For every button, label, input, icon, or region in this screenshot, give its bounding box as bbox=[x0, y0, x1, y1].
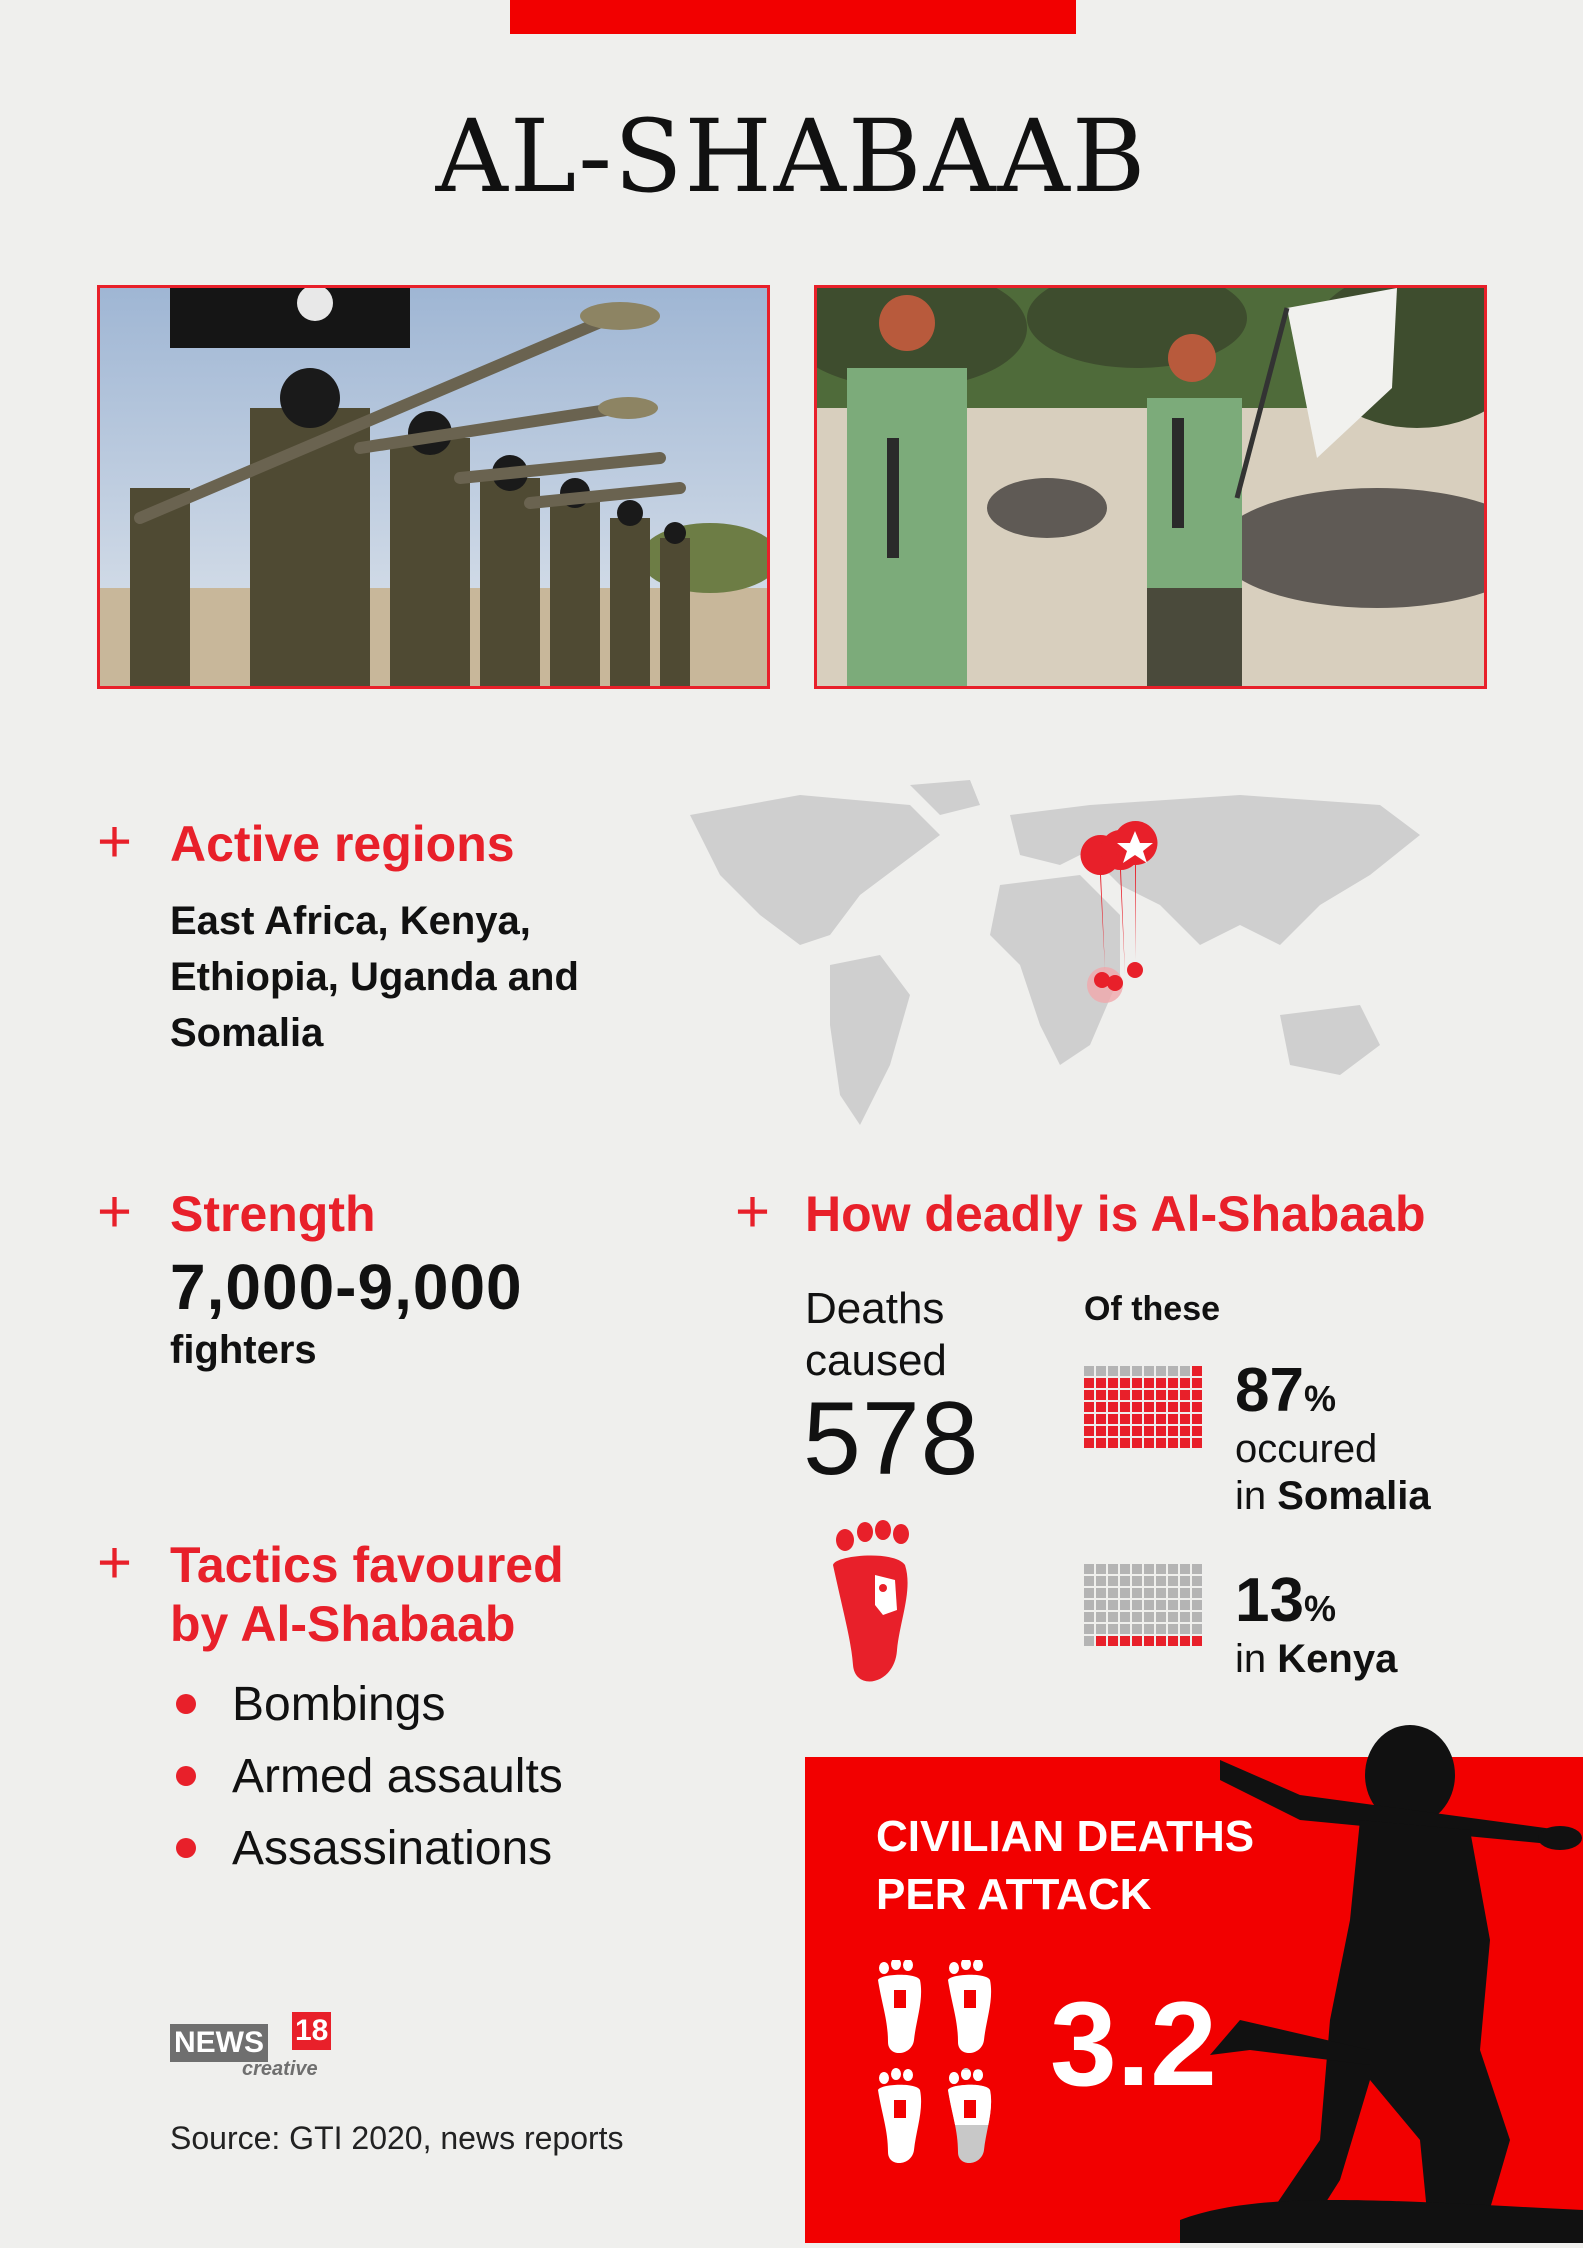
active-regions-heading: Active regions bbox=[170, 816, 515, 872]
waffle-kenya-cell bbox=[1108, 1612, 1118, 1622]
active-regions-text bbox=[170, 893, 579, 1061]
waffle-kenya-cell bbox=[1132, 1576, 1142, 1586]
waffle-kenya-cell bbox=[1180, 1612, 1190, 1622]
waffle-somalia-cell bbox=[1168, 1414, 1178, 1424]
waffle-kenya-cell bbox=[1120, 1576, 1130, 1586]
waffle-somalia-cell bbox=[1096, 1414, 1106, 1424]
waffle-kenya-cell bbox=[1120, 1612, 1130, 1622]
waffle-somalia-cell bbox=[1180, 1414, 1190, 1424]
waffle-kenya-cell bbox=[1192, 1588, 1202, 1598]
waffle-somalia-cell bbox=[1084, 1426, 1094, 1436]
waffle-kenya-cell bbox=[1096, 1612, 1106, 1622]
waffle-somalia-cell bbox=[1156, 1438, 1166, 1448]
waffle-somalia-cell bbox=[1120, 1390, 1130, 1400]
kenya-place: Kenya bbox=[1277, 1637, 1398, 1681]
top-accent-bar bbox=[510, 0, 1076, 34]
waffle-somalia-cell bbox=[1144, 1366, 1154, 1376]
waffle-kenya-cell bbox=[1144, 1624, 1154, 1634]
waffle-kenya-cell bbox=[1132, 1612, 1142, 1622]
active-regions-line-3: Somalia bbox=[170, 1011, 324, 1055]
waffle-somalia-cell bbox=[1180, 1378, 1190, 1388]
waffle-kenya-cell bbox=[1108, 1600, 1118, 1610]
tactics-item bbox=[170, 1812, 563, 1884]
photo-militants-with-rpgs bbox=[97, 285, 770, 689]
tactics-item-label: Assassinations bbox=[232, 1821, 553, 1875]
waffle-somalia-cell bbox=[1132, 1402, 1142, 1412]
kenya-percent-value: 13 bbox=[1235, 1566, 1304, 1635]
waffle-somalia-cell bbox=[1120, 1414, 1130, 1424]
waffle-somalia-cell bbox=[1120, 1366, 1130, 1376]
waffle-somalia-cell bbox=[1108, 1414, 1118, 1424]
waffle-kenya-cell bbox=[1168, 1612, 1178, 1622]
waffle-somalia-cell bbox=[1096, 1402, 1106, 1412]
news18-logo-main: NEWS bbox=[170, 2024, 268, 2062]
civilian-deaths-title bbox=[876, 1808, 1254, 1924]
waffle-somalia-cell bbox=[1168, 1426, 1178, 1436]
map-australia bbox=[1280, 1005, 1380, 1075]
waffle-kenya-cell bbox=[1156, 1612, 1166, 1622]
waffle-somalia-cell bbox=[1180, 1402, 1190, 1412]
waffle-kenya-cell bbox=[1156, 1624, 1166, 1634]
strength-unit: fighters bbox=[170, 1328, 317, 1372]
waffle-kenya-cell bbox=[1108, 1636, 1118, 1646]
waffle-somalia-cell bbox=[1168, 1390, 1178, 1400]
waffle-somalia-cell bbox=[1180, 1438, 1190, 1448]
tactics-plus-icon: + bbox=[97, 1529, 133, 1596]
waffle-somalia-cell bbox=[1144, 1426, 1154, 1436]
waffle-kenya-cell bbox=[1120, 1588, 1130, 1598]
waffle-somalia-cell bbox=[1192, 1402, 1202, 1412]
waffle-somalia-cell bbox=[1084, 1390, 1094, 1400]
map-north-america bbox=[690, 795, 940, 945]
waffle-kenya-cell bbox=[1180, 1636, 1190, 1646]
civilian-deaths-value: 3.2 bbox=[1050, 1977, 1217, 2111]
waffle-kenya-cell bbox=[1180, 1564, 1190, 1574]
waffle-somalia-cell bbox=[1192, 1378, 1202, 1388]
waffle-kenya-cell bbox=[1108, 1564, 1118, 1574]
waffle-kenya-cell bbox=[1168, 1576, 1178, 1586]
waffle-kenya-cell bbox=[1156, 1564, 1166, 1574]
waffle-somalia-cell bbox=[1120, 1402, 1130, 1412]
waffle-kenya-cell bbox=[1096, 1588, 1106, 1598]
waffle-somalia-cell bbox=[1108, 1378, 1118, 1388]
waffle-somalia-cell bbox=[1108, 1390, 1118, 1400]
waffle-somalia-cell bbox=[1096, 1426, 1106, 1436]
waffle-somalia-cell bbox=[1084, 1402, 1094, 1412]
waffle-somalia-cell bbox=[1156, 1402, 1166, 1412]
waffle-somalia-cell bbox=[1108, 1402, 1118, 1412]
kenya-text-prefix: in bbox=[1235, 1637, 1278, 1681]
waffle-kenya-cell bbox=[1108, 1588, 1118, 1598]
waffle-kenya-cell bbox=[1096, 1636, 1106, 1646]
tactics-item bbox=[170, 1740, 563, 1812]
waffle-kenya-cell bbox=[1096, 1600, 1106, 1610]
strength-value: 7,000-9,000 bbox=[170, 1251, 523, 1323]
waffle-kenya-cell bbox=[1144, 1576, 1154, 1586]
waffle-somalia-cell bbox=[1084, 1366, 1094, 1376]
waffle-kenya-cell bbox=[1132, 1600, 1142, 1610]
waffle-somalia-cell bbox=[1192, 1366, 1202, 1376]
waffle-kenya-cell bbox=[1168, 1636, 1178, 1646]
waffle-kenya-cell bbox=[1192, 1624, 1202, 1634]
waffle-somalia-cell bbox=[1168, 1438, 1178, 1448]
kenya-text bbox=[1235, 1636, 1397, 1683]
waffle-kenya-cell bbox=[1084, 1624, 1094, 1634]
waffle-somalia-cell bbox=[1180, 1366, 1190, 1376]
active-regions-line-2: Ethiopia, Uganda and bbox=[170, 955, 579, 999]
waffle-somalia bbox=[1084, 1366, 1202, 1448]
deaths-label-line-1: Deaths bbox=[805, 1284, 945, 1333]
waffle-kenya-cell bbox=[1156, 1576, 1166, 1586]
map-south-america bbox=[830, 955, 910, 1125]
waffle-somalia-cell bbox=[1156, 1414, 1166, 1424]
waffle-somalia-cell bbox=[1156, 1378, 1166, 1388]
kenya-stat bbox=[1235, 1565, 1397, 1683]
waffle-kenya-cell bbox=[1132, 1588, 1142, 1598]
waffle-somalia-cell bbox=[1168, 1378, 1178, 1388]
map-greenland bbox=[910, 780, 980, 815]
somalia-text-1: occured bbox=[1235, 1427, 1378, 1471]
news18-logo-number: 18 bbox=[292, 2012, 331, 2050]
strength-heading: Strength bbox=[170, 1186, 376, 1242]
waffle-kenya-cell bbox=[1120, 1600, 1130, 1610]
map-asia bbox=[1090, 795, 1420, 945]
waffle-somalia-cell bbox=[1180, 1390, 1190, 1400]
waffle-kenya-cell bbox=[1120, 1636, 1130, 1646]
waffle-kenya-cell bbox=[1144, 1564, 1154, 1574]
waffle-somalia-cell bbox=[1180, 1426, 1190, 1436]
waffle-kenya-cell bbox=[1084, 1600, 1094, 1610]
waffle-somalia-cell bbox=[1120, 1426, 1130, 1436]
somalia-stat bbox=[1235, 1355, 1431, 1520]
civilian-footprint-icons bbox=[876, 1960, 1006, 2185]
waffle-somalia-cell bbox=[1084, 1378, 1094, 1388]
waffle-kenya-cell bbox=[1192, 1612, 1202, 1622]
tactics-item-label: Bombings bbox=[232, 1677, 446, 1731]
deaths-label-line-2: caused bbox=[805, 1335, 947, 1385]
of-these-label: Of these bbox=[1084, 1290, 1221, 1328]
bullet-icon bbox=[176, 1694, 196, 1714]
waffle-kenya-cell bbox=[1096, 1624, 1106, 1634]
waffle-somalia-cell bbox=[1096, 1378, 1106, 1388]
active-regions-line-1: East Africa, Kenya, bbox=[170, 899, 531, 943]
waffle-somalia-cell bbox=[1132, 1426, 1142, 1436]
news18-logo bbox=[170, 2012, 330, 2084]
waffle-somalia-cell bbox=[1192, 1438, 1202, 1448]
waffle-kenya-cell bbox=[1192, 1576, 1202, 1586]
waffle-somalia-cell bbox=[1108, 1426, 1118, 1436]
waffle-kenya-cell bbox=[1120, 1624, 1130, 1634]
bullet-icon bbox=[176, 1838, 196, 1858]
page-title: AL-SHABAAB bbox=[435, 98, 1148, 215]
waffle-somalia-cell bbox=[1156, 1390, 1166, 1400]
waffle-kenya-cell bbox=[1120, 1564, 1130, 1574]
waffle-kenya bbox=[1084, 1564, 1202, 1646]
waffle-somalia-cell bbox=[1168, 1402, 1178, 1412]
waffle-kenya-cell bbox=[1192, 1636, 1202, 1646]
waffle-somalia-cell bbox=[1084, 1414, 1094, 1424]
waffle-kenya-cell bbox=[1168, 1588, 1178, 1598]
tactics-heading-line-2: by Al-Shabaab bbox=[170, 1596, 516, 1652]
waffle-kenya-cell bbox=[1192, 1600, 1202, 1610]
somalia-percent bbox=[1235, 1355, 1431, 1426]
civilian-title-line-1: CIVILIAN DEATHS bbox=[876, 1812, 1255, 1861]
waffle-kenya-cell bbox=[1168, 1564, 1178, 1574]
somalia-percent-sign: % bbox=[1303, 1378, 1336, 1419]
source-note: Source: GTI 2020, news reports bbox=[170, 2120, 624, 2156]
waffle-kenya-cell bbox=[1156, 1636, 1166, 1646]
waffle-somalia-cell bbox=[1144, 1438, 1154, 1448]
waffle-somalia-cell bbox=[1096, 1438, 1106, 1448]
somalia-percent-value: 87 bbox=[1235, 1356, 1304, 1425]
tactics-list bbox=[170, 1668, 563, 1884]
kenya-percent bbox=[1235, 1565, 1397, 1636]
waffle-somalia-cell bbox=[1192, 1390, 1202, 1400]
waffle-kenya-cell bbox=[1096, 1576, 1106, 1586]
waffle-kenya-cell bbox=[1156, 1600, 1166, 1610]
waffle-kenya-cell bbox=[1084, 1636, 1094, 1646]
waffle-somalia-cell bbox=[1120, 1438, 1130, 1448]
waffle-somalia-cell bbox=[1120, 1378, 1130, 1388]
waffle-kenya-cell bbox=[1144, 1612, 1154, 1622]
waffle-kenya-cell bbox=[1084, 1576, 1094, 1586]
waffle-kenya-cell bbox=[1156, 1588, 1166, 1598]
waffle-kenya-cell bbox=[1144, 1600, 1154, 1610]
waffle-somalia-cell bbox=[1132, 1390, 1142, 1400]
waffle-somalia-cell bbox=[1156, 1366, 1166, 1376]
waffle-somalia-cell bbox=[1192, 1426, 1202, 1436]
waffle-kenya-cell bbox=[1096, 1564, 1106, 1574]
waffle-somalia-cell bbox=[1156, 1426, 1166, 1436]
waffle-somalia-cell bbox=[1132, 1438, 1142, 1448]
somalia-text-prefix: in bbox=[1235, 1474, 1278, 1519]
waffle-kenya-cell bbox=[1168, 1624, 1178, 1634]
waffle-somalia-cell bbox=[1096, 1390, 1106, 1400]
tactics-item-label: Armed assaults bbox=[232, 1749, 563, 1803]
waffle-somalia-cell bbox=[1132, 1366, 1142, 1376]
tactics-item bbox=[170, 1668, 563, 1740]
deadly-heading: How deadly is Al-Shabaab bbox=[805, 1186, 1426, 1242]
kenya-percent-sign: % bbox=[1303, 1588, 1336, 1629]
waffle-somalia-cell bbox=[1144, 1378, 1154, 1388]
civilian-title-line-2: PER ATTACK bbox=[876, 1870, 1152, 1920]
waffle-kenya-cell bbox=[1144, 1588, 1154, 1598]
news18-logo-sub: creative bbox=[242, 2058, 318, 2080]
waffle-kenya-cell bbox=[1108, 1624, 1118, 1634]
waffle-kenya-cell bbox=[1084, 1612, 1094, 1622]
active-regions-plus-icon: + bbox=[97, 808, 133, 875]
waffle-somalia-cell bbox=[1132, 1414, 1142, 1424]
waffle-somalia-cell bbox=[1132, 1378, 1142, 1388]
waffle-kenya-cell bbox=[1180, 1624, 1190, 1634]
deaths-label bbox=[805, 1283, 947, 1387]
waffle-kenya-cell bbox=[1132, 1624, 1142, 1634]
photo-militants-with-flag bbox=[814, 285, 1487, 689]
waffle-kenya-cell bbox=[1144, 1636, 1154, 1646]
waffle-somalia-cell bbox=[1108, 1366, 1118, 1376]
waffle-kenya-cell bbox=[1192, 1564, 1202, 1574]
somalia-place: Somalia bbox=[1277, 1474, 1431, 1519]
footprint-tag-icon bbox=[825, 1520, 925, 1695]
world-map bbox=[680, 775, 1440, 1135]
waffle-kenya-cell bbox=[1168, 1600, 1178, 1610]
deaths-value: 578 bbox=[803, 1381, 980, 1497]
waffle-kenya-cell bbox=[1180, 1588, 1190, 1598]
tactics-heading-line-1: Tactics favoured bbox=[170, 1537, 564, 1593]
deadly-plus-icon: + bbox=[735, 1178, 771, 1245]
waffle-kenya-cell bbox=[1084, 1588, 1094, 1598]
somalia-text-2 bbox=[1235, 1473, 1431, 1520]
waffle-kenya-cell bbox=[1180, 1600, 1190, 1610]
waffle-somalia-cell bbox=[1144, 1414, 1154, 1424]
waffle-kenya-cell bbox=[1132, 1636, 1142, 1646]
waffle-somalia-cell bbox=[1144, 1402, 1154, 1412]
waffle-somalia-cell bbox=[1108, 1438, 1118, 1448]
waffle-somalia-cell bbox=[1168, 1366, 1178, 1376]
tactics-heading bbox=[170, 1536, 564, 1654]
waffle-somalia-cell bbox=[1192, 1414, 1202, 1424]
waffle-kenya-cell bbox=[1108, 1576, 1118, 1586]
waffle-somalia-cell bbox=[1084, 1438, 1094, 1448]
waffle-kenya-cell bbox=[1084, 1564, 1094, 1574]
bullet-icon bbox=[176, 1766, 196, 1786]
strength-plus-icon: + bbox=[97, 1178, 133, 1245]
waffle-kenya-cell bbox=[1132, 1564, 1142, 1574]
militant-silhouette bbox=[1180, 1720, 1583, 2248]
waffle-somalia-cell bbox=[1144, 1390, 1154, 1400]
waffle-somalia-cell bbox=[1096, 1366, 1106, 1376]
waffle-kenya-cell bbox=[1180, 1576, 1190, 1586]
